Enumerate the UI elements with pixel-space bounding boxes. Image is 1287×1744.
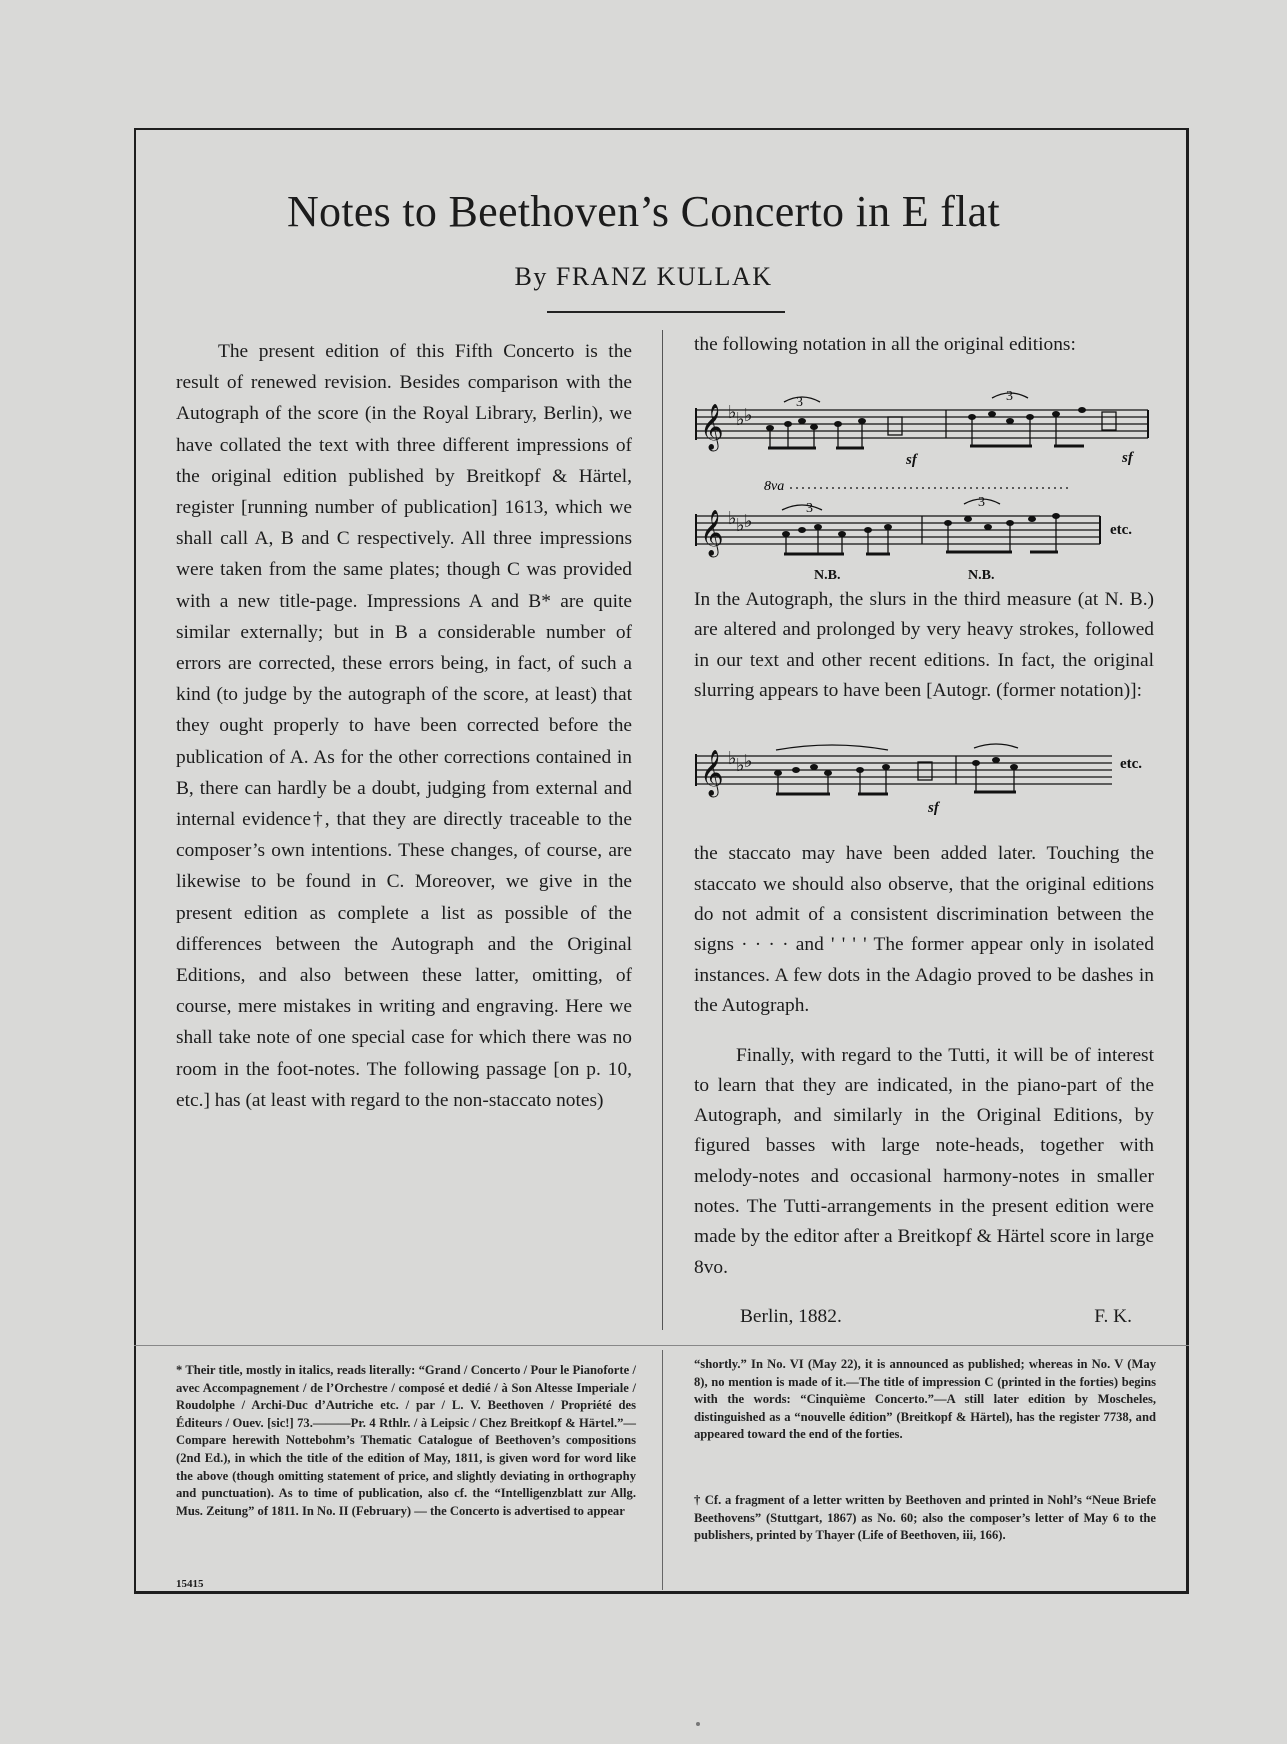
footnote-rule	[134, 1345, 1189, 1346]
staccato-paragraph: the staccato may have been added later. Touching the staccato we should also observe, that the original editions do not admit of a consistent discrimination between the signs · · · · and ' ' ' ' The former appear only in isolated instances. A few dots in the Adagio proved to be dashes in the Autograph.	[694, 843, 1154, 1016]
svg-text:♭: ♭	[744, 751, 753, 771]
music-example-original	[692, 388, 1154, 588]
etc-mark-1: etc.	[1110, 522, 1133, 538]
etc-mark-2: etc.	[1120, 756, 1143, 772]
svg-text:𝄞: 𝄞	[700, 510, 724, 556]
byline	[0, 262, 1287, 292]
left-paragraph: The present edition of this Fifth Concerto is the result of renewed revision. Besides comparison with the Autograph of the score (in the Royal Library, Berlin), we have collated the text with three different impressions of the original edition published by Breitkopf & Härtel, register [running number of publication] 1613, which we shall call A, B and C respectively. All three impressions were taken from the same plates; though C was provided with a new title-page. Impressions A and B* are quite similar externally; but in B a considerable number of errors are corrected, these errors being, in fact, of such a kind (to judge by the autograph of the score, at least) that they ought properly to have been corrected before the publication of A. As for the other corrections contained in B, there can hardly be a doubt, judging from external and internal evidence†, that they are directly traceable to the composer’s own intentions. These changes, of course, are likewise to be found in C. Moreover, we give in the present edition as complete a list as possible of the differences between the Autograph and the Original Editions, and also between these latter, omitting, of course, mere mistakes in writing and engraving. Here we shall take note of one special case for which there was no room in the foot-notes. The following passage [on p. 10, etc.] has (at least with regard to the non-staccato notes)	[176, 341, 632, 1111]
right-column-body	[694, 820, 1154, 1352]
byline-by: By	[514, 262, 548, 291]
staff-system-1	[696, 389, 1148, 468]
svg-text:3: 3	[1006, 389, 1013, 404]
signature-line	[694, 1302, 1154, 1332]
footnote-divider	[662, 1350, 663, 1590]
column-divider	[662, 330, 663, 1330]
plate-number: 15415	[176, 1578, 204, 1590]
left-column	[176, 336, 632, 1116]
signature-initials: F. K.	[1094, 1306, 1132, 1328]
svg-text:♭: ♭	[736, 515, 745, 535]
byline-author: FRANZ KULLAK	[555, 262, 773, 291]
sf-mark-2: sf	[1122, 450, 1133, 466]
svg-text:♭: ♭	[744, 405, 753, 425]
ottava-mark: 8va	[764, 479, 785, 494]
nb-mark-1: N.B.	[814, 568, 841, 583]
page-speck	[696, 1722, 700, 1726]
staff-system-2	[696, 495, 1132, 583]
svg-text:𝄞: 𝄞	[700, 750, 724, 796]
signature-place: Berlin, 1882.	[740, 1306, 842, 1328]
footnote-dagger: † Cf. a fragment of a letter written by Beethoven and printed in Nohl’s “Neue Briefe Beethovens” (Stuttgart, 1867) as No. 60; also the composer’s letter of May 6 to the publishers, printed by Thayer (Life of Beethoven, iii, 166).	[694, 1493, 1156, 1543]
svg-text:3: 3	[806, 501, 813, 516]
svg-text:3: 3	[796, 395, 803, 410]
svg-text:♭: ♭	[728, 402, 737, 422]
svg-text:♭: ♭	[728, 508, 737, 528]
svg-text:3: 3	[978, 495, 985, 510]
title-rule	[547, 311, 785, 313]
svg-text:♭: ♭	[736, 409, 745, 429]
music-example-autograph	[692, 742, 1154, 822]
sf-mark-3: sf	[928, 800, 939, 816]
svg-text:𝄞: 𝄞	[700, 404, 724, 450]
right-intro: the following notation in all the original editions:	[694, 334, 1076, 355]
right-autograph-paragraph: In the Autograph, the slurs in the third measure (at N. B.) are altered and prolonged by very heavy strokes, followed in our text and other recent editions. In fact, the original slurring appears to have been [Autogr. (former notation)]:	[694, 589, 1154, 702]
footnote-star-left: * Their title, mostly in italics, reads literally: “Grand / Concerto / Pour le Pianoforte / avec Accompagnement / de l’Orchestre / composé et dedié / à Son Altesse Imperiale / Roudolphe / Archi-Duc d’Autriche etc. / par / L. V. Beethoven / Propriété des Éditeurs / Ouev. [sic!] 73.———Pr. 4 Rthlr. / à Leipsic / Chez Breitkopf & Härtel.”—Compare herewith Nottebohm’s Thematic Catalogue of Beethoven’s compositions (2nd Ed.), in which the title of the edition of May, 1811, is given word for word like the above (though omitting statement of price, and slightly deviating in orthography and punctuation). As to time of publication, also cf. the “Intelligenzblatt zur Allg. Mus. Zeitung” of 1811. In No. II (February) — the Concerto is advertised to appear	[176, 1363, 636, 1518]
svg-text:♭: ♭	[744, 511, 753, 531]
nb-mark-2: N.B.	[968, 568, 995, 583]
svg-text:♭: ♭	[728, 748, 737, 768]
footnote-star-right: “shortly.” In No. VI (May 22), it is announced as published; whereas in No. V (May 8), no mention is made of it.—The title of impression C (printed in the forties) begins with the words: “Cinquième Concerto.”—A still later edition by Moscheles, distinguished as a “nouvelle édition” (Breitkopf & Härtel), has the register 7738, and appeared toward the end of the forties.	[694, 1357, 1156, 1442]
page-title: Notes to Beethoven’s Concerto in E flat	[286, 187, 1001, 236]
tutti-paragraph: Finally, with regard to the Tutti, it will be of interest to learn that they are indicated, in the piano-part of the Autograph, and similarly in the Original Editions, by figured basses with large note-heads, together with melody-notes and occasional harmony-notes in smaller notes. The Tutti-arrangements in the present edition were made by the editor after a Breitkopf & Härtel score in large 8vo.	[694, 1044, 1154, 1278]
svg-text:♭: ♭	[736, 755, 745, 775]
sf-mark-1: sf	[906, 452, 917, 468]
